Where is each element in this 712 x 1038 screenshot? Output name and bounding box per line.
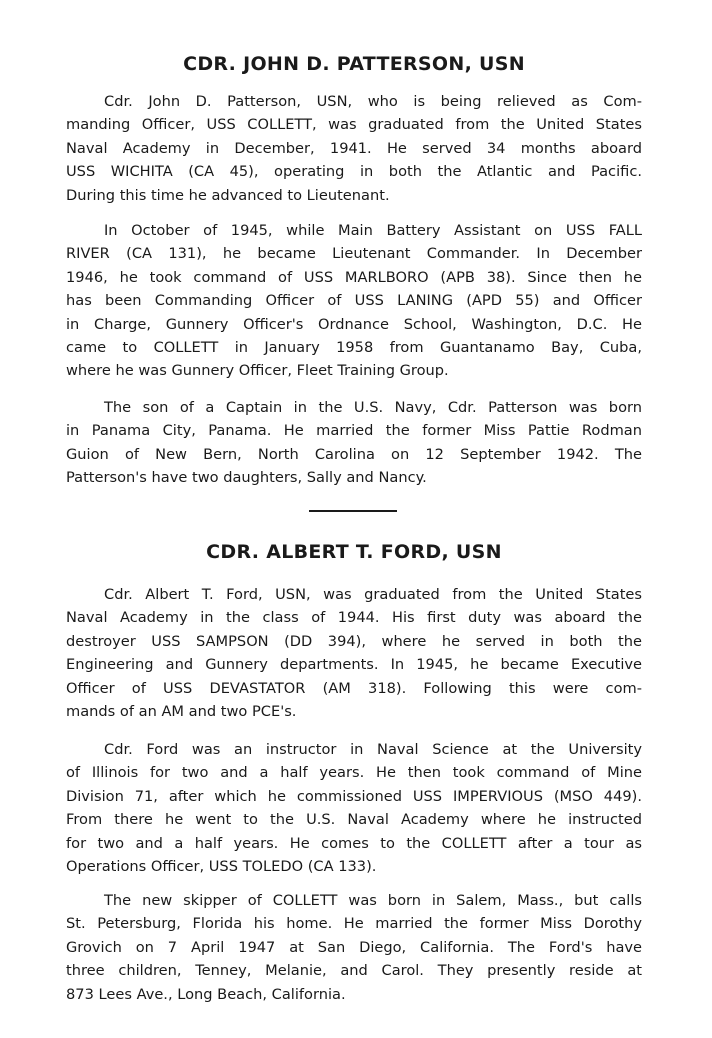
text-line: Officer of USS DEVASTATOR (AM 318). Following this were com-	[66, 679, 642, 697]
text-line: 873 Lees Ave., Long Beach, California.	[66, 985, 346, 1003]
text-line: for two and a half years. He comes to the COLLETT after a tour as	[66, 834, 642, 852]
section-title-patterson: CDR. JOHN D. PATTERSON, USN	[183, 53, 525, 75]
text-line: destroyer USS SAMPSON (DD 394), where he served in both the	[66, 632, 642, 650]
text-line: in Charge, Gunnery Officer's Ordnance School, Washington, D.C. He	[66, 315, 642, 333]
text-line: Operations Officer, USS TOLEDO (CA 133).	[66, 857, 377, 875]
text-line: Naval Academy in the class of 1944. His first duty was aboard the	[66, 609, 642, 627]
section-divider	[309, 510, 397, 512]
text-line: came to COLLETT in January 1958 from Guantanamo Bay, Cuba,	[66, 338, 642, 356]
text-line: Naval Academy in December, 1941. He served 34 months aboard	[66, 139, 642, 157]
text-line: During this time he advanced to Lieutenant.	[66, 186, 390, 204]
paragraph	[66, 583, 642, 723]
text-line: Guion of New Bern, North Carolina on 12 September 1942. The	[66, 445, 642, 463]
text-line: The new skipper of COLLETT was born in Salem, Mass., but calls	[104, 892, 642, 909]
text-line: of Illinois for two and a half years. He then took command of Mine	[66, 764, 642, 782]
text-line: The son of a Captain in the U.S. Navy, Cdr. Patterson was born	[104, 399, 642, 416]
text-line: In October of 1945, while Main Battery Assistant on USS FALL	[104, 222, 642, 239]
text-line: Cdr. Ford was an instructor in Naval Science at the University	[104, 741, 642, 758]
paragraph	[66, 889, 642, 1006]
paragraph	[66, 219, 642, 383]
text-line: Cdr. Albert T. Ford, USN, was graduated from the United States	[104, 586, 642, 603]
text-line: mands of an AM and two PCE's.	[66, 702, 297, 720]
text-line: in Panama City, Panama. He married the former Miss Pattie Rodman	[66, 422, 642, 440]
text-line: where he was Gunnery Officer, Fleet Training Group.	[66, 362, 449, 380]
text-line: Division 71, after which he commissioned USS IMPERVIOUS (MSO 449).	[66, 787, 642, 805]
text-line: USS WICHITA (CA 45), operating in both the Atlantic and Pacific.	[66, 163, 642, 181]
text-line: has been Commanding Officer of USS LANING (APD 55) and Officer	[66, 292, 642, 310]
paragraph	[66, 90, 642, 207]
text-line: Grovich on 7 April 1947 at San Diego, California. The Ford's have	[66, 938, 642, 956]
paragraph	[66, 738, 642, 878]
text-line: RIVER (CA 131), he became Lieutenant Commander. In December	[66, 245, 642, 263]
text-line: manding Officer, USS COLLETT, was graduated from the United States	[66, 116, 642, 134]
text-line: From there he went to the U.S. Naval Academy where he instructed	[66, 811, 642, 829]
text-line: Cdr. John D. Patterson, USN, who is being relieved as Com-	[104, 93, 642, 110]
text-line: Engineering and Gunnery departments. In 1945, he became Executive	[66, 656, 642, 674]
text-line: three children, Tenney, Melanie, and Carol. They presently reside at	[66, 962, 642, 980]
text-line: Patterson's have two daughters, Sally and Nancy.	[66, 469, 427, 487]
section-title-ford: CDR. ALBERT T. FORD, USN	[206, 541, 502, 563]
paragraph	[66, 396, 642, 490]
text-line: St. Petersburg, Florida his home. He married the former Miss Dorothy	[66, 915, 642, 933]
text-line: 1946, he took command of USS MARLBORO (APB 38). Since then he	[66, 268, 642, 286]
